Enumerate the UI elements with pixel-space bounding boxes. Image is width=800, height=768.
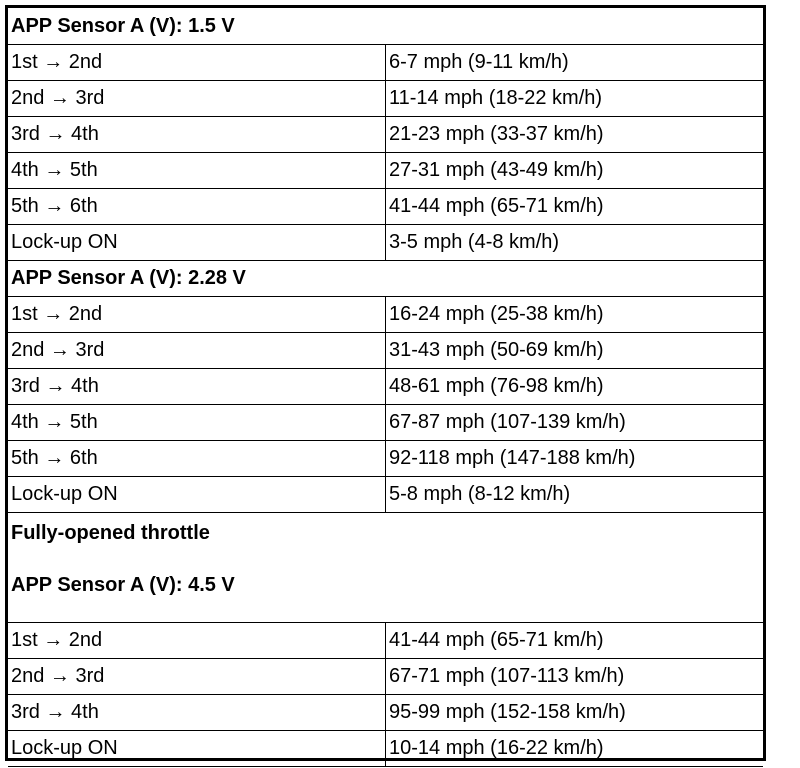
table-row [8,622,763,658]
section-header-row [8,512,763,622]
table-row [8,658,763,694]
shift-cell: Lock-up ON [8,224,386,260]
section-header [8,512,763,622]
table-row [8,730,763,766]
shift-cell: 5th → 6th [8,188,386,224]
speed-cell: 5-8 mph (8-12 km/h) [386,476,764,512]
shift-table [8,8,763,767]
table-row [8,440,763,476]
speed-cell: 48-61 mph (76-98 km/h) [386,368,764,404]
speed-cell: 27-31 mph (43-49 km/h) [386,152,764,188]
section-header-row [8,260,763,296]
shift-speed-table [5,5,766,761]
shift-cell: 3rd → 4th [8,368,386,404]
shift-cell: Lock-up ON [8,730,386,766]
shift-cell: Lock-up ON [8,476,386,512]
table-row [8,404,763,440]
section-header-title: Fully-opened throttle [11,521,210,544]
shift-cell: 3rd → 4th [8,116,386,152]
table-row [8,476,763,512]
speed-cell: 16-24 mph (25-38 km/h) [386,296,764,332]
speed-cell: 41-44 mph (65-71 km/h) [386,188,764,224]
speed-cell: 41-44 mph (65-71 km/h) [386,622,764,658]
speed-cell: 11-14 mph (18-22 km/h) [386,80,764,116]
speed-cell: 3-5 mph (4-8 km/h) [386,224,764,260]
table-row [8,80,763,116]
table-row [8,44,763,80]
table-row [8,694,763,730]
table-row [8,188,763,224]
speed-cell: 6-7 mph (9-11 km/h) [386,44,764,80]
table-row [8,368,763,404]
shift-cell: 3rd → 4th [8,694,386,730]
section-header-row [8,8,763,44]
shift-cell: 4th → 5th [8,152,386,188]
speed-cell: 67-71 mph (107-113 km/h) [386,658,764,694]
table-row [8,116,763,152]
section-header-subtitle: APP Sensor A (V): 4.5 V [11,573,235,596]
shift-cell: 1st → 2nd [8,622,386,658]
speed-cell: 10-14 mph (16-22 km/h) [386,730,764,766]
section-header: APP Sensor A (V): 2.28 V [8,260,763,296]
table-row [8,332,763,368]
shift-cell: 2nd → 3rd [8,658,386,694]
shift-cell: 1st → 2nd [8,296,386,332]
section-header: APP Sensor A (V): 1.5 V [8,8,763,44]
table-row [8,152,763,188]
speed-cell: 67-87 mph (107-139 km/h) [386,404,764,440]
shift-cell: 5th → 6th [8,440,386,476]
shift-cell: 2nd → 3rd [8,80,386,116]
table-row [8,296,763,332]
speed-cell: 21-23 mph (33-37 km/h) [386,116,764,152]
shift-cell: 2nd → 3rd [8,332,386,368]
speed-cell: 31-43 mph (50-69 km/h) [386,332,764,368]
shift-cell: 1st → 2nd [8,44,386,80]
shift-cell: 4th → 5th [8,404,386,440]
speed-cell: 95-99 mph (152-158 km/h) [386,694,764,730]
speed-cell: 92-118 mph (147-188 km/h) [386,440,764,476]
table-row [8,224,763,260]
